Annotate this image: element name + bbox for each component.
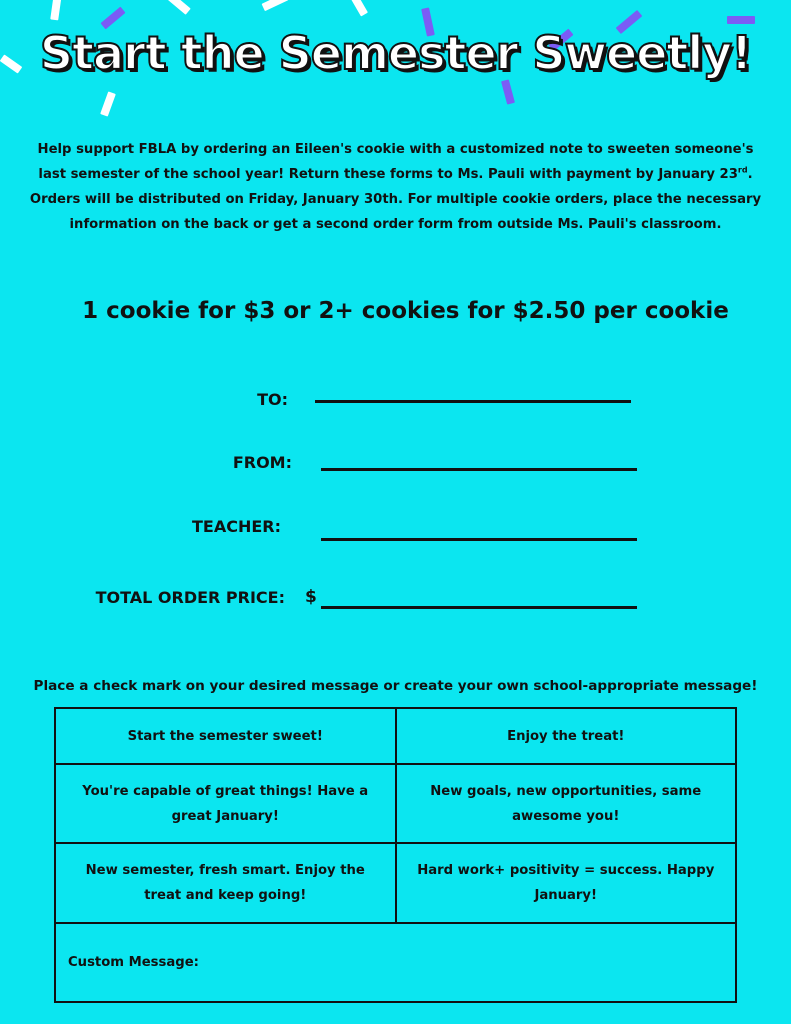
message-instruction: Place a check mark on your desired message or create your own school-appropriate message! [33,678,758,694]
message-option[interactable]: Start the semester sweet! [55,708,396,764]
intro-text-part2: . Orders will be distributed on Friday, January 30th. For multiple cookie orders, place the necessary information on the back or get a second order form from outside Ms. Pauli's classroom. [29,167,762,232]
message-option[interactable]: New goals, new opportunities, same awesome you! [396,764,737,843]
intro-paragraph [22,137,769,237]
from-label: FROM: [232,453,292,472]
message-option[interactable]: Hard work+ positivity = success. Happy January! [396,843,737,923]
from-line[interactable] [321,468,637,471]
custom-message-field[interactable]: Custom Message: [55,923,736,1002]
teacher-label: TEACHER: [191,517,281,536]
total-order-price-label: TOTAL ORDER PRICE: [95,588,285,607]
message-option[interactable]: New semester, fresh smart. Enjoy the treat and keep going! [55,843,396,923]
message-option[interactable]: You're capable of great things! Have a great January! [55,764,396,843]
message-table [54,707,737,1003]
total-order-price-line[interactable] [321,606,637,609]
to-label: TO: [257,390,288,409]
to-line[interactable] [315,400,631,403]
teacher-line[interactable] [321,538,637,541]
message-option[interactable]: Enjoy the treat! [396,708,737,764]
intro-superscript: rd [737,165,748,175]
intro-text-part1: Help support FBLA by ordering an Eileen's cookie with a customized note to sweeten someone's last semester of the school year! Return these forms to Ms. Pauli with payment by January 23 [37,142,754,182]
currency-symbol: $ [305,587,317,607]
price-line: 1 cookie for $3 or 2+ cookies for $2.50 per cookie [82,298,729,324]
page-title: Start the Semester Sweetly! [39,26,752,80]
